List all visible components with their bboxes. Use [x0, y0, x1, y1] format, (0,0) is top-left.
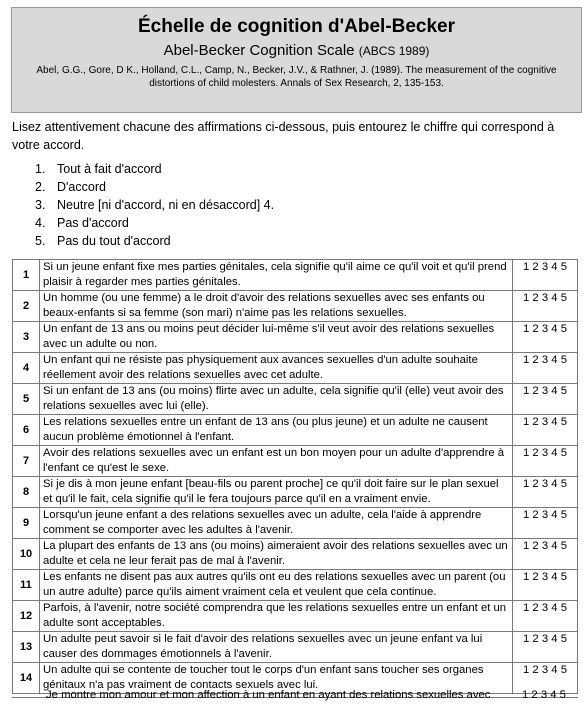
scale-number: 1. — [35, 162, 46, 176]
item-statement: Si je dis à mon jeune enfant [beau-fils ou parent proche] ce qu'il doit faire sur le plan sexuel et qu'il le fait, cela signifie qu'il le fera toujours parce qu'il en a vraiment envie. — [40, 477, 513, 508]
item-statement: Lorsqu'un jeune enfant a des relations sexuelles avec un adulte, cela l'aide à apprendre comment se comporter avec les adultes à l'avenir. — [40, 508, 513, 539]
score-options[interactable]: 1 2 3 4 5 — [513, 353, 578, 384]
scale-label: Pas d'accord — [57, 216, 129, 230]
table-row — [13, 384, 578, 415]
score-options[interactable]: 1 2 3 4 5 — [513, 384, 578, 415]
item-number: 12 — [13, 601, 40, 632]
score-options[interactable]: 1 2 3 4 5 — [513, 477, 578, 508]
item-number: 9 — [13, 508, 40, 539]
response-scale — [35, 160, 274, 250]
scale-label: D'accord — [57, 180, 106, 194]
score-options[interactable]: 1 2 3 4 5 — [513, 570, 578, 601]
scale-number: 5. — [35, 234, 46, 248]
score-options[interactable]: 1 2 3 4 5 — [513, 322, 578, 353]
item-number: 3 — [13, 322, 40, 353]
item-statement: Un adulte qui se contente de toucher tout le corps d'un enfant sans toucher ses organes génitaux n'a pas vraiment de contacts sexuels avec lui. — [40, 663, 513, 694]
score-options[interactable]: 1 2 3 4 5 — [513, 663, 578, 694]
item-number: 7 — [13, 446, 40, 477]
scale-label: Pas du tout d'accord — [57, 234, 171, 248]
table-row — [13, 601, 578, 632]
items-table — [12, 259, 578, 694]
item-statement: Un enfant de 13 ans ou moins peut décider lui-même s'il veut avoir des relations sexuelles avec un adulte ou non. — [40, 322, 513, 353]
item-statement: Avoir des relations sexuelles avec un enfant est un bon moyen pour un adulte d'apprendre à l'enfant ce qu'est le sexe. — [40, 446, 513, 477]
table-row — [13, 477, 578, 508]
item-number: 14 — [13, 663, 40, 694]
table-row — [13, 322, 578, 353]
item-statement: Parfois, à l'avenir, notre société comprendra que les relations sexuelles entre un enfant et un adulte sont acceptables. — [40, 601, 513, 632]
item-statement: Les enfants ne disent pas aux autres qu'ils ont eu des relations sexuelles avec un parent (ou un autre adulte) parce qu'ils aiment vraiment cela et veulent que cela continue. — [40, 570, 513, 601]
item-number: 8 — [13, 477, 40, 508]
partial-table-row — [12, 689, 578, 706]
scale-label: Neutre [ni d'accord, ni en désaccord] 4. — [57, 198, 275, 212]
item-number: 2 — [13, 291, 40, 322]
scale-option — [35, 160, 274, 178]
subtitle-reference: (ABCS 1989) — [358, 44, 430, 58]
table-row — [13, 508, 578, 539]
score-options[interactable]: 1 2 3 4 5 — [513, 508, 578, 539]
score-options[interactable]: 1 2 3 4 5 — [513, 446, 578, 477]
item-statement: La plupart des enfants de 13 ans (ou moins) aimeraient avoir des relations sexuelles avec un adulte et cela ne leur ferait pas de mal à l'avenir. — [40, 539, 513, 570]
table-row — [13, 446, 578, 477]
item-number: 13 — [13, 632, 40, 663]
scale-option — [35, 232, 274, 250]
item-statement: Un homme (ou une femme) a le droit d'avoir des relations sexuelles avec ses enfants ou beaux-enfants si sa femme (son mari) n'aime pas les relations sexuelles. — [40, 291, 513, 322]
item-statement: Un enfant qui ne résiste pas physiquement aux avances sexuelles d'un adulte souhaite réellement avoir des relations sexuelles avec cet adulte. — [40, 353, 513, 384]
partial-item-statement: Je montre mon amour et mon affection à un enfant en ayant des relations sexuelles avec — [46, 689, 491, 701]
table-row — [13, 539, 578, 570]
item-number: 1 — [13, 260, 40, 291]
scale-number: 4. — [35, 216, 46, 230]
table-row — [13, 291, 578, 322]
table-row — [13, 632, 578, 663]
document-subtitle — [12, 42, 581, 60]
title-banner — [11, 7, 582, 113]
score-options[interactable]: 1 2 3 4 5 — [513, 539, 578, 570]
item-number: 6 — [13, 415, 40, 446]
table-row — [13, 415, 578, 446]
item-number: 5 — [13, 384, 40, 415]
item-number: 11 — [13, 570, 40, 601]
score-options[interactable]: 1 2 3 4 5 — [513, 260, 578, 291]
scale-label: Tout à fait d'accord — [57, 162, 162, 176]
scale-option — [35, 178, 274, 196]
item-statement: Si un jeune enfant fixe mes parties génitales, cela signifie qu'il aime ce qu'il voit et qu'il prend plaisir à regarder mes parties génitales. — [40, 260, 513, 291]
item-statement: Si un enfant de 13 ans (ou moins) flirte avec un adulte, cela signifie qu'il (elle) veut avoir des relations sexuelles avec lui (elle). — [40, 384, 513, 415]
instructions: Lisez attentivement chacune des affirmations ci-dessous, puis entourez le chiffre qui correspond à votre accord. — [12, 120, 555, 152]
scale-number: 2. — [35, 180, 46, 194]
scale-option — [35, 214, 274, 232]
item-number: 4 — [13, 353, 40, 384]
partial-score-options: 1 2 3 4 5 — [522, 689, 566, 701]
table-row — [13, 260, 578, 291]
score-options[interactable]: 1 2 3 4 5 — [513, 291, 578, 322]
subtitle-text: Abel-Becker Cognition Scale — [163, 42, 355, 59]
score-options[interactable]: 1 2 3 4 5 — [513, 632, 578, 663]
table-row — [13, 353, 578, 384]
item-statement: Un adulte peut savoir si le fait d'avoir des relations sexuelles avec un jeune enfant va lui causer des dommages émotionnels à l'avenir. — [40, 632, 513, 663]
score-options[interactable]: 1 2 3 4 5 — [513, 601, 578, 632]
citation: Abel, G.G., Gore, D K., Holland, C.L., Camp, N., Becker, J.V., & Rathner, J. (1989). The measurement of the cognitive distortions of child molesters. Annals of Sex Research, 2, 135-153. — [36, 65, 557, 89]
item-statement: Les relations sexuelles entre un enfant de 13 ans (ou plus jeune) et un adulte ne causent aucun problème émotionnel à l'enfant. — [40, 415, 513, 446]
scale-number: 3. — [35, 198, 46, 212]
document-title: Échelle de cognition d'Abel-Becker — [137, 16, 456, 37]
item-number: 10 — [13, 539, 40, 570]
table-row — [13, 570, 578, 601]
scale-option — [35, 196, 274, 214]
score-options[interactable]: 1 2 3 4 5 — [513, 415, 578, 446]
